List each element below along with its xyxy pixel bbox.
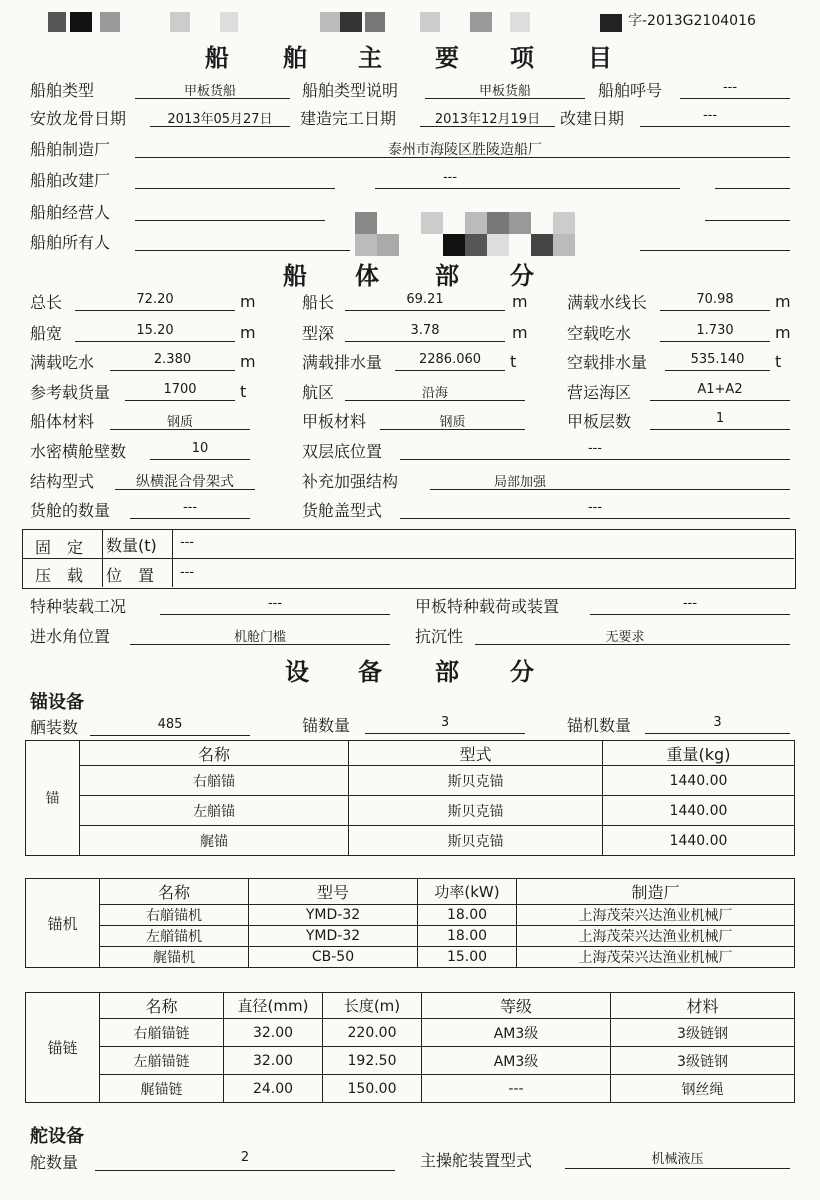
- chain-name: 艉锚链: [100, 1075, 224, 1103]
- structure-value: 纵横混合骨架式: [136, 474, 234, 490]
- ballast-qty-label: 数量(t): [106, 536, 157, 555]
- chain-header-length: 长度(m): [323, 993, 422, 1019]
- light-draft-value: 1.730: [696, 323, 734, 338]
- redacted-owner: [355, 212, 605, 258]
- windlass-model: YMD-32: [249, 905, 418, 926]
- hull-material-value: 钢质: [166, 415, 193, 430]
- decks-label: 甲板层数: [567, 412, 632, 431]
- chain-header-name: 名称: [100, 993, 224, 1019]
- decks-value: 1: [715, 411, 725, 426]
- chain-length: 220.00: [323, 1019, 422, 1047]
- anchor-name: 艉锚: [80, 826, 349, 856]
- deck-special-value: ---: [682, 596, 698, 611]
- chain-diameter: 24.00: [224, 1075, 323, 1103]
- area-value: 沿海: [421, 386, 448, 401]
- windlass-model: CB-50: [249, 947, 418, 968]
- call-sign-label: 船舶呼号: [598, 81, 663, 100]
- equip-title-char: 设: [285, 658, 311, 686]
- ship-type-value: 甲板货船: [183, 84, 236, 99]
- rudder-count-label: 舵数量: [30, 1153, 79, 1172]
- anchor-group-label: 锚: [26, 741, 80, 856]
- title-char: 主: [358, 44, 384, 72]
- anchor-header-weight: 重量(kg): [603, 741, 795, 766]
- windlass-group-label: 锚机: [26, 879, 100, 968]
- chain-grade: AM3级: [422, 1047, 611, 1075]
- rudder-count-value: 2: [240, 1150, 250, 1165]
- operator-label: 船舶经营人: [30, 203, 111, 222]
- bulkheads-label: 水密横舱壁数: [30, 442, 127, 461]
- ballast-pos-label: 位 置: [106, 566, 155, 585]
- anchor-header-type: 型式: [349, 741, 603, 766]
- double-bottom-value: ---: [587, 441, 603, 456]
- hull-title-char: 船: [283, 262, 309, 290]
- deck-special-label: 甲板特种载荷或装置: [415, 597, 560, 616]
- equipment-number-value: 485: [157, 717, 183, 732]
- full-draft-value: 2.380: [153, 352, 192, 367]
- chain-grade: AM3级: [422, 1019, 611, 1047]
- chain-length: 150.00: [323, 1075, 422, 1103]
- redacted-header: [40, 8, 660, 38]
- windlass-header-maker: 制造厂: [517, 879, 795, 905]
- unsinkability-label: 抗沉性: [415, 627, 464, 646]
- lbp-value: 69.21: [406, 292, 444, 307]
- anchor-section-title: 锚设备: [30, 692, 84, 713]
- equip-title-char: 备: [358, 658, 384, 686]
- bulkheads-value: 10: [191, 441, 209, 456]
- hull-material-label: 船体材料: [30, 412, 95, 431]
- chain-name: 右艏锚链: [100, 1019, 224, 1047]
- anchor-type: 斯贝克锚: [349, 766, 603, 796]
- op-area-value: A1+A2: [697, 382, 743, 397]
- windlass-power: 18.00: [418, 905, 517, 926]
- windlass-header-model: 型号: [249, 879, 418, 905]
- windlass-maker: 上海茂荣兴达渔业机械厂: [517, 905, 795, 926]
- anchor-weight: 1440.00: [603, 766, 795, 796]
- light-draft-unit: m: [775, 323, 791, 342]
- call-sign-value: ---: [722, 80, 738, 95]
- windlass-name: 右艏锚机: [100, 905, 249, 926]
- beam-value: 15.20: [136, 323, 174, 338]
- chain-group-label: 锚链: [26, 993, 100, 1103]
- windlass-power: 18.00: [418, 926, 517, 947]
- builder-value: 泰州市海陵区胜陵造船厂: [388, 142, 542, 158]
- windlass-maker: 上海茂荣兴达渔业机械厂: [517, 947, 795, 968]
- ship-type-desc-value: 甲板货船: [478, 84, 531, 99]
- anchor-count-label: 锚数量: [302, 716, 351, 735]
- built-date-label: 建造完工日期: [300, 109, 397, 128]
- chain-material: 3级链钢: [611, 1047, 795, 1075]
- keel-date-label: 安放龙骨日期: [30, 109, 127, 128]
- builder-label: 船舶制造厂: [30, 140, 111, 159]
- ballast-pos-value: ---: [180, 565, 195, 580]
- ballast-qty-value: ---: [180, 535, 195, 550]
- hatch-label: 货舱盖型式: [302, 501, 383, 520]
- deck-material-value: 钢质: [439, 415, 466, 430]
- special-loading-value: ---: [267, 596, 283, 611]
- special-loading-label: 特种装载工况: [30, 597, 127, 616]
- lwl-value: 70.98: [696, 292, 734, 307]
- depth-unit: m: [512, 323, 528, 342]
- steering-gear-label: 主操舵装置型式: [420, 1151, 533, 1170]
- loa-unit: m: [240, 292, 256, 311]
- steering-gear-value: 机械液压: [651, 1152, 704, 1167]
- title-char: 船: [205, 44, 231, 72]
- built-date-value: 2013年12月19日: [434, 112, 541, 127]
- holds-value: ---: [182, 500, 198, 515]
- windlass-header-name: 名称: [100, 879, 249, 905]
- windlass-count-value: 3: [713, 715, 722, 730]
- rebuilt-date-value: ---: [702, 108, 718, 123]
- flood-angle-value: 机舱门槛: [233, 630, 286, 645]
- light-disp-value: 535.140: [690, 352, 745, 367]
- windlass-name: 艉锚机: [100, 947, 249, 968]
- ship-type-desc-label: 船舶类型说明: [302, 81, 399, 100]
- full-disp-value: 2286.060: [418, 352, 482, 367]
- hatch-value: ---: [587, 500, 603, 515]
- chain-header-material: 材料: [611, 993, 795, 1019]
- rebuilder-value: ---: [442, 170, 458, 185]
- anchor-weight: 1440.00: [603, 826, 795, 856]
- anchor-name: 右艏锚: [80, 766, 349, 796]
- hull-title-char: 部: [435, 262, 461, 290]
- deck-material-label: 甲板材料: [302, 412, 367, 431]
- loa-label: 总长: [30, 293, 63, 312]
- cargo-label: 参考载货量: [30, 383, 111, 402]
- cargo-unit: t: [240, 382, 247, 401]
- full-disp-unit: t: [510, 352, 517, 371]
- lwl-label: 满载水线长: [567, 293, 648, 312]
- lwl-unit: m: [775, 292, 791, 311]
- ballast-label: 压 载: [35, 566, 84, 585]
- structure-label: 结构型式: [30, 472, 95, 491]
- loa-value: 72.20: [136, 292, 174, 307]
- owner-label: 船舶所有人: [30, 233, 111, 252]
- anchor-type: 斯贝克锚: [349, 796, 603, 826]
- title-char: 项: [510, 44, 536, 72]
- keel-date-value: 2013年05月27日: [167, 112, 273, 127]
- beam-unit: m: [240, 323, 256, 342]
- anchor-name: 左艏锚: [80, 796, 349, 826]
- windlass-header-power: 功率(kW): [418, 879, 517, 905]
- title-char: 目: [588, 44, 614, 72]
- lbp-unit: m: [512, 292, 528, 311]
- chain-header-diameter: 直径(mm): [224, 993, 323, 1019]
- title-char: 要: [435, 44, 461, 72]
- rebuilder-label: 船舶改建厂: [30, 171, 111, 190]
- hull-title-char: 分: [510, 262, 536, 290]
- windlass-table: [25, 878, 795, 968]
- unsinkability-value: 无要求: [605, 630, 645, 645]
- chain-diameter: 32.00: [224, 1047, 323, 1075]
- anchor-type: 斯贝克锚: [349, 826, 603, 856]
- chain-material: 钢丝绳: [611, 1075, 795, 1103]
- light-disp-unit: t: [775, 352, 782, 371]
- full-draft-label: 满载吃水: [30, 353, 95, 372]
- chain-name: 左艏锚链: [100, 1047, 224, 1075]
- hull-title-char: 体: [355, 262, 381, 290]
- chain-diameter: 32.00: [224, 1019, 323, 1047]
- fixed-label: 固 定: [35, 538, 84, 557]
- anchor-count-value: 3: [440, 715, 450, 730]
- chain-table: [25, 992, 795, 1103]
- equip-title-char: 分: [510, 658, 536, 686]
- chain-length: 192.50: [323, 1047, 422, 1075]
- rebuilt-date-label: 改建日期: [560, 109, 625, 128]
- windlass-power: 15.00: [418, 947, 517, 968]
- chain-material: 3级链钢: [611, 1019, 795, 1047]
- reinforce-value: 局部加强: [493, 475, 546, 490]
- cargo-value: 1700: [163, 382, 197, 397]
- light-disp-label: 空载排水量: [567, 353, 648, 372]
- beam-label: 船宽: [30, 324, 63, 343]
- equip-title-char: 部: [435, 658, 461, 686]
- document-number: 字-2013G2104016: [628, 13, 756, 29]
- full-draft-unit: m: [240, 352, 256, 371]
- op-area-label: 营运海区: [567, 383, 632, 402]
- anchor-table: [25, 740, 795, 856]
- chain-grade: ---: [422, 1075, 611, 1103]
- lbp-label: 船长: [302, 293, 335, 312]
- flood-angle-label: 进水角位置: [30, 627, 111, 646]
- depth-value: 3.78: [410, 323, 440, 338]
- title-char: 舶: [283, 44, 309, 72]
- holds-label: 货舱的数量: [30, 501, 111, 520]
- anchor-weight: 1440.00: [603, 796, 795, 826]
- windlass-name: 左艏锚机: [100, 926, 249, 947]
- anchor-header-name: 名称: [80, 741, 349, 766]
- windlass-count-label: 锚机数量: [567, 716, 632, 735]
- light-draft-label: 空载吃水: [567, 324, 632, 343]
- chain-header-grade: 等级: [422, 993, 611, 1019]
- equipment-number-label: 舾装数: [30, 718, 79, 737]
- rudder-section-title: 舵设备: [30, 1126, 84, 1147]
- reinforce-label: 补充加强结构: [302, 472, 399, 491]
- depth-label: 型深: [302, 324, 335, 343]
- full-disp-label: 满载排水量: [302, 353, 383, 372]
- double-bottom-label: 双层底位置: [302, 442, 383, 461]
- area-label: 航区: [302, 383, 335, 402]
- windlass-maker: 上海茂荣兴达渔业机械厂: [517, 926, 795, 947]
- ship-type-label: 船舶类型: [30, 81, 95, 100]
- windlass-model: YMD-32: [249, 926, 418, 947]
